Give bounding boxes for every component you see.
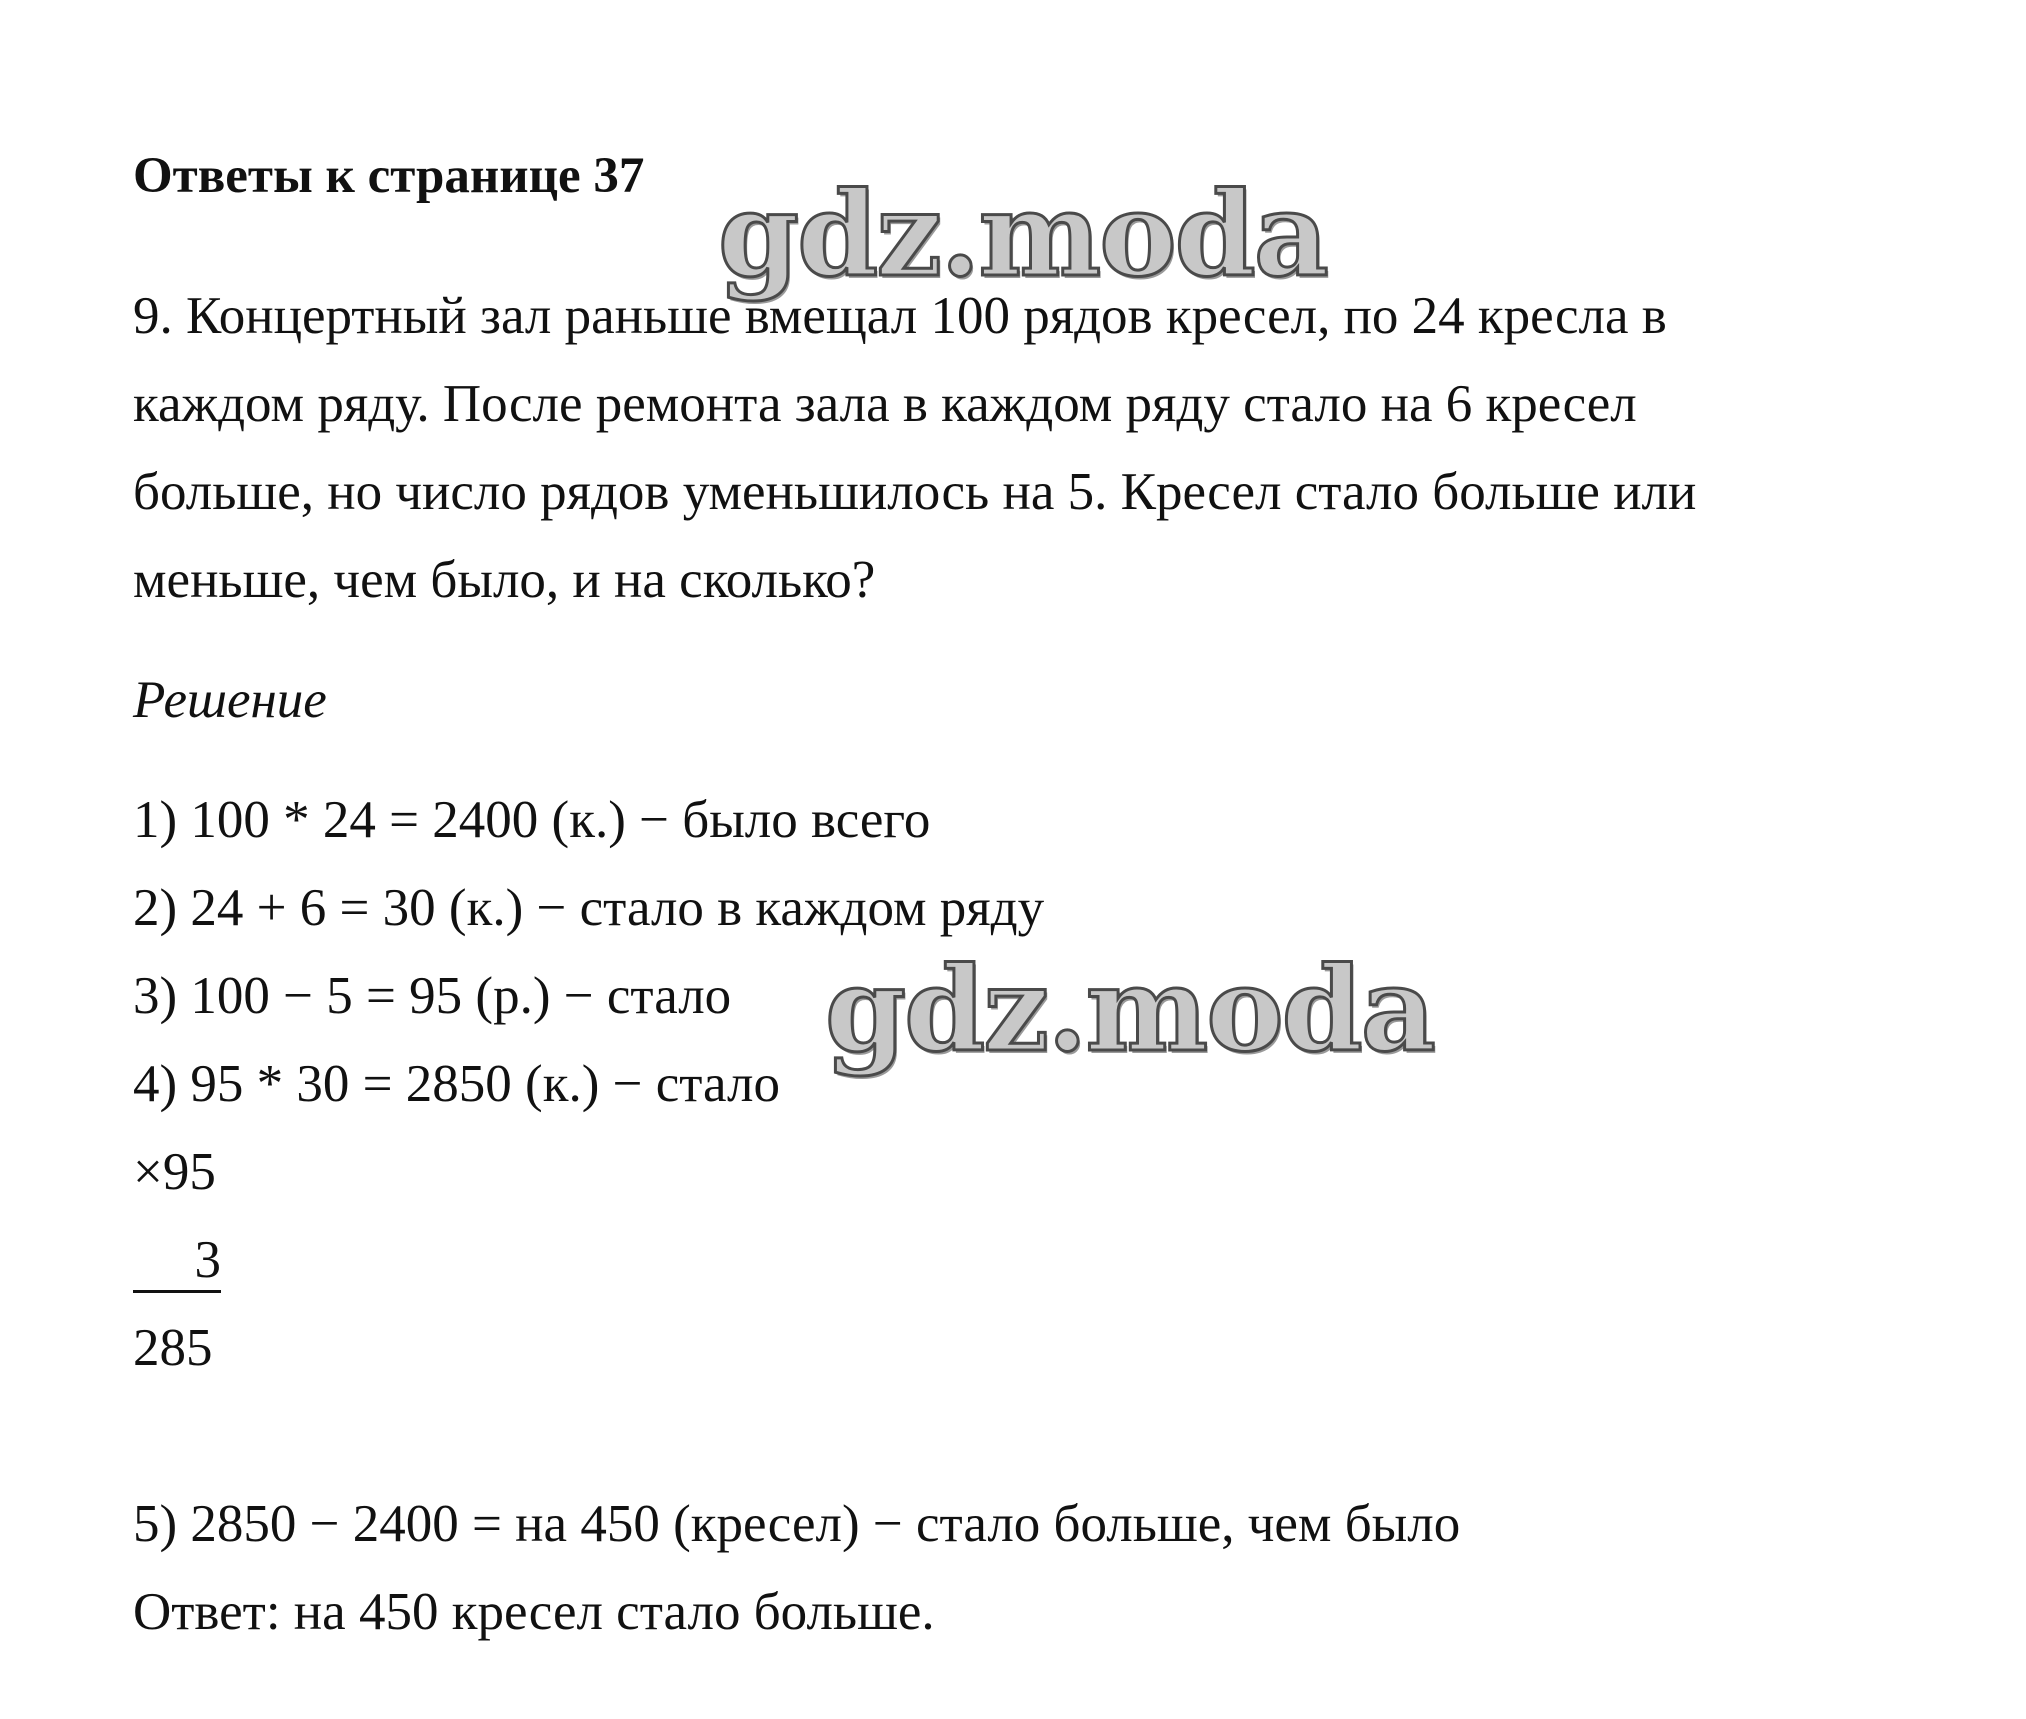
problem-line-1: 9. Концертный зал раньше вмещал 100 рядов кресел, по 24 кресла в xyxy=(133,287,1667,345)
watermark-logo-middle: gdz.moda xyxy=(825,942,1434,1078)
problem-line-2: каждом ряду. После ремонта зала в каждом ряду стало на 6 кресел xyxy=(133,375,1637,433)
multiplicand: ×95 xyxy=(133,1143,216,1201)
answer-text: Ответ: на 450 кресел стало больше. xyxy=(133,1583,935,1641)
step-2: 2) 24 + 6 = 30 (к.) − стало в каждом ряду xyxy=(133,879,1045,937)
step-3: 3) 100 − 5 = 95 (р.) − стало xyxy=(133,967,732,1025)
solution-heading: Решение xyxy=(133,671,327,729)
step-1: 1) 100 * 24 = 2400 (к.) − было всего xyxy=(133,791,931,849)
multiplier-row xyxy=(133,1228,221,1293)
step-4: 4) 95 * 30 = 2850 (к.) − стало xyxy=(133,1055,780,1113)
step-5: 5) 2850 − 2400 = на 450 (кресел) − стало больше, чем было xyxy=(133,1495,1461,1553)
multiplier: 3 xyxy=(133,1230,221,1293)
watermark-logo-top: gdz.moda xyxy=(718,167,1327,303)
problem-line-4: меньше, чем было, и на сколько? xyxy=(133,551,876,609)
problem-line-3: больше, но число рядов уменьшилось на 5. Кресел стало больше или xyxy=(133,463,1697,521)
page-title: Ответы к странице 37 xyxy=(133,148,645,204)
product: 285 xyxy=(133,1319,213,1377)
